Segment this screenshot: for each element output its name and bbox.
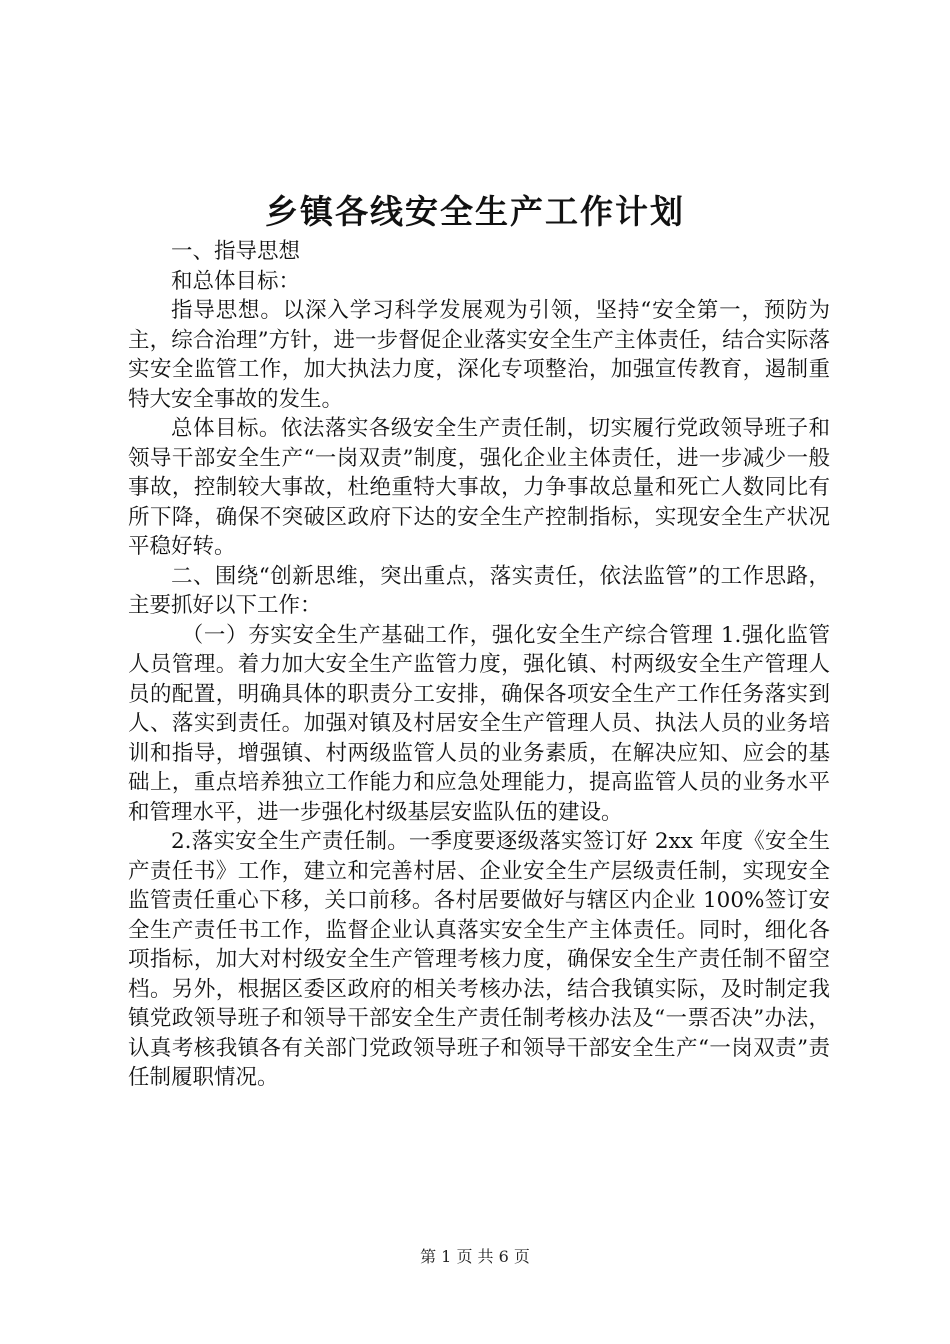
document-title: 乡镇各线安全生产工作计划 — [265, 192, 685, 231]
paragraph-subsection-1: （一）夯实安全生产基础工作，强化安全生产综合管理 1.强化监管人员管理。着力加大安全生产监管力度，强化镇、村两级安全生产管理人员的配置，明确具体的职责分工安排，确保各项安全生产工作任务落实到人、落实到责任。加强对镇及村居安全生产管理人员、执法人员的业务培训和指导，增强镇、村两级监管人员的业务素质，在解决应知、应会的基础上，重点培养独立工作能力和应急处理能力，提高监管人员的业务水平和管理水平，进一步强化村级基层安监队伍的建设。 — [128, 622, 830, 825]
paragraph-overall-goal: 总体目标。依法落实各级安全生产责任制，切实履行党政领导班子和领导干部安全生产“一岗双责”制度，强化企业主体责任，进一步减少一般事故，控制较大事故，杜绝重特大事故，力争事故总量和死亡人数同比有所下降，确保不突破区政府下达的安全生产控制指标，实现安全生产状况平稳好转。 — [128, 416, 830, 559]
section-heading-1: 一、指导思想 — [171, 239, 301, 264]
paragraph-item-2: 2.落实安全生产责任制。一季度要逐级落实签订好 2xx 年度《安全生产责任书》工作，建立和完善村居、企业安全生产层级责任制，实现安全监管责任重心下移，关口前移。各村居要做好与辖区内企业 100%签订安全生产责任书工作，监督企业认真落实安全生产主体责任。同时，细化各项指标，加大对村级安全生产管理考核力度，确保安全生产责任制不留空档。另外，根据区委区政府的相关考核办法，结合我镇实际，及时制定我镇党政领导班子和领导干部安全生产责任制考核办法及“一票否决”办法，认真考核我镇各有关部门党政领导班子和领导干部安全生产“一岗双责”责任制履职情况。 — [128, 829, 830, 1090]
paragraph-guiding-ideology: 指导思想。以深入学习科学发展观为引领，坚持“安全第一，预防为主，综合治理”方针，进一步督促企业落实安全生产主体责任，结合实际落实安全监管工作，加大执法力度，深化专项整治，加强宣传教育，遏制重特大安全事故的发生。 — [128, 298, 830, 412]
page-indicator: 第 1 页 共 6 页 — [420, 1247, 530, 1266]
section-heading-1-continued: 和总体目标： — [171, 268, 301, 294]
document-body — [128, 237, 830, 1093]
section-heading-2: 二、围绕“创新思维，突出重点，落实责任，依法监管”的工作思路，主要抓好以下工作： — [128, 563, 830, 618]
